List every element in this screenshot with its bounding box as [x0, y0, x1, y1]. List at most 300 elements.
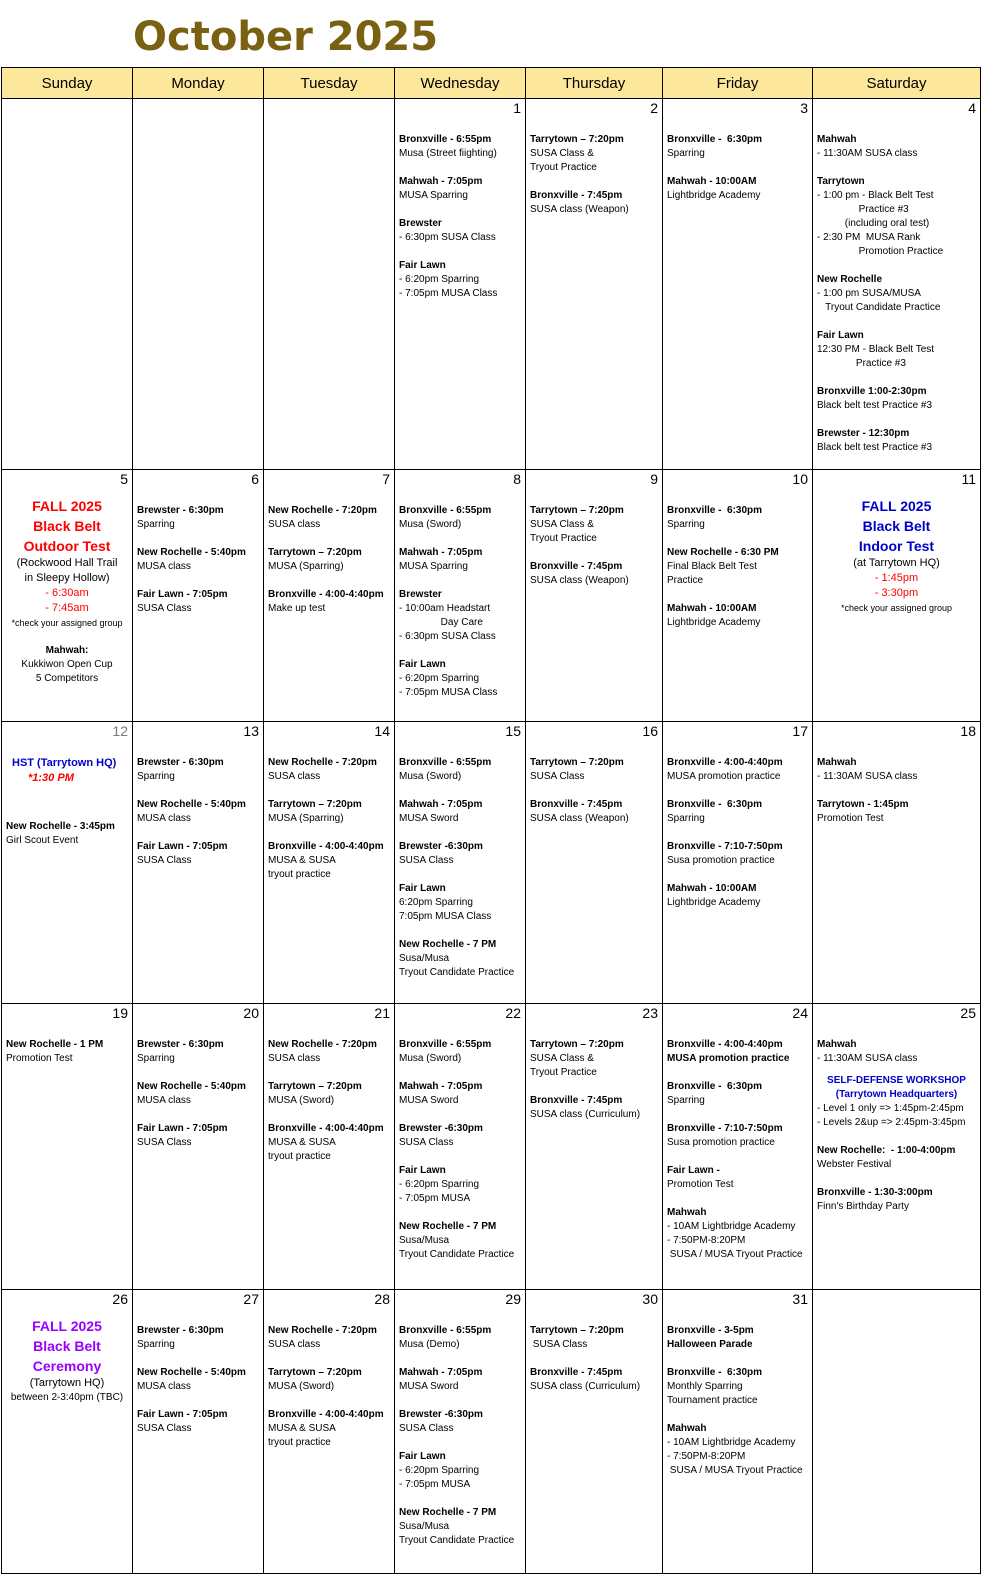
event-line: Sparring: [667, 813, 705, 824]
day-cell-content: [813, 470, 980, 615]
event-entry: [530, 798, 658, 826]
day-number: 2: [650, 100, 658, 116]
event-line: Fair Lawn: [817, 330, 864, 341]
day-number: 3: [800, 100, 808, 116]
event-entry: [667, 133, 808, 161]
event-list: [264, 1024, 394, 1164]
event-entry: [667, 1366, 808, 1408]
event-line: Fair Lawn: [399, 260, 446, 271]
day-cell-content: [526, 470, 662, 588]
weekday-header-tuesday: Tuesday: [264, 68, 395, 99]
event-list: [395, 1024, 525, 1262]
event-line: MUSA promotion practice: [667, 1053, 790, 1064]
event-line: Bronxville - 4:00-4:40pm: [667, 1039, 783, 1050]
weekday-header-thursday: Thursday: [526, 68, 663, 99]
event-line: - 6:30pm SUSA Class: [399, 232, 496, 243]
event-entry: [399, 1122, 521, 1150]
event-line: - 6:20pm Sparring: [399, 274, 480, 285]
event-line: Promotion Test: [6, 1053, 73, 1064]
day-cell-content: [395, 1004, 525, 1262]
event-line: MUSA (Sword): [268, 1381, 335, 1392]
event-line: - 2:30 PM MUSA Rank: [817, 232, 921, 243]
day-cell: [2, 470, 133, 722]
event-line: SUSA Class &: [530, 519, 594, 530]
day-cell: [264, 470, 395, 722]
event-list: [813, 1024, 980, 1214]
event-line: SUSA class (Weapon): [530, 813, 629, 824]
day-cell: [813, 722, 981, 1004]
event-line: Fair Lawn - 7:05pm: [137, 1123, 228, 1134]
event-entry: [268, 588, 390, 616]
event-entry: [667, 756, 808, 784]
event-entry: [399, 175, 521, 203]
event-entry: [399, 259, 521, 301]
event-line: Susa/Musa: [399, 953, 450, 964]
day-cell-content: [395, 99, 525, 301]
day-number: 5: [120, 471, 128, 487]
event-line: Promotion Test: [667, 1179, 734, 1190]
event-line: Tarrytown – 7:20pm: [530, 1039, 624, 1050]
event-line: MUSA Sparring: [399, 561, 468, 572]
event-list: [663, 490, 812, 630]
day-number: 30: [642, 1291, 658, 1307]
day-cell: [813, 470, 981, 722]
special-event-title: FALL 2025: [861, 498, 932, 514]
event-line: - 6:30pm SUSA Class: [399, 631, 496, 642]
event-line: Final Black Belt Test: [667, 561, 757, 572]
event-line: Practice #3: [817, 358, 906, 369]
event-list: [663, 742, 812, 910]
day-number: 1: [513, 100, 521, 116]
event-entry: [137, 1324, 259, 1352]
event-list: [264, 1310, 394, 1450]
event-entry: [268, 1080, 390, 1108]
day-cell: [2, 1004, 133, 1290]
event-line: Tarrytown – 7:20pm: [268, 1081, 362, 1092]
event-line: Brewster -6:30pm: [399, 1409, 483, 1420]
day-cell-content: [395, 470, 525, 700]
event-line: MUSA & SUSA: [268, 1137, 336, 1148]
event-entry: [667, 1324, 808, 1352]
event-entry: [137, 1366, 259, 1394]
event-entry: [399, 546, 521, 574]
day-cell-content: [264, 470, 394, 616]
event-line: Tryout Candidate Practice: [399, 1249, 515, 1260]
event-line: tryout practice: [268, 869, 331, 880]
special-event-note: *check your assigned group: [11, 618, 123, 628]
day-cell-content: [663, 722, 812, 910]
workshop-session: - Level 1 only => 1:45pm-2:45pm: [817, 1103, 964, 1114]
event-entry: [137, 504, 259, 532]
event-entry: [137, 1408, 259, 1436]
day-number: 28: [374, 1291, 390, 1307]
day-cell-content: [264, 1004, 394, 1164]
day-cell-content: [526, 1004, 662, 1122]
day-cell-content: [526, 1290, 662, 1394]
day-number: 18: [960, 723, 976, 739]
event-line: - 7:05pm MUSA: [399, 1193, 471, 1204]
event-entry: [667, 1206, 808, 1262]
day-number: 12: [112, 723, 128, 739]
event-line: Bronxville - 7:45pm: [530, 1095, 623, 1106]
event-entry: [399, 798, 521, 826]
event-entry: [137, 1038, 259, 1066]
event-entry: [6, 820, 128, 848]
event-line: New Rochelle - 5:40pm: [137, 1081, 246, 1092]
day-number: 9: [650, 471, 658, 487]
day-cell-content: [813, 1290, 980, 1310]
day-cell-content: [526, 722, 662, 826]
day-cell-content: [264, 722, 394, 882]
event-entry: [137, 1122, 259, 1150]
day-number: 4: [968, 100, 976, 116]
event-entry: [399, 1220, 521, 1262]
day-number: 26: [112, 1291, 128, 1307]
day-cell: [663, 1290, 813, 1574]
event-line: Tarrytown – 7:20pm: [530, 757, 624, 768]
day-cell-content: [813, 722, 980, 826]
event-line: New Rochelle - 7:20pm: [268, 1325, 377, 1336]
day-cell-content: [2, 1004, 132, 1066]
day-cell: [526, 470, 663, 722]
week-row: [2, 470, 981, 722]
event-line: Musa (Sword): [399, 519, 462, 530]
event-entry: [817, 1186, 976, 1214]
event-entry: [399, 1506, 521, 1548]
event-entry: [530, 560, 658, 588]
event-line: Bronxville - 3-5pm: [667, 1325, 754, 1336]
event-entry: [268, 1122, 390, 1164]
day-number: [813, 1290, 980, 1310]
day-cell: [395, 99, 526, 470]
event-entry: [137, 588, 259, 616]
event-line: New Rochelle - 5:40pm: [137, 1367, 246, 1378]
event-line: Bronxville - 4:00-4:40pm: [268, 1123, 384, 1134]
event-line: Musa (Sword): [399, 771, 462, 782]
event-line: SUSA class (Weapon): [530, 204, 629, 215]
day-cell-content: [2, 1290, 132, 1405]
event-line: SUSA Class: [137, 1137, 192, 1148]
day-cell: [663, 99, 813, 470]
event-entry: [530, 1038, 658, 1080]
day-cell: [395, 1004, 526, 1290]
event-line: Bronxville - 4:00-4:40pm: [268, 841, 384, 852]
event-line: 7:05pm MUSA Class: [399, 911, 492, 922]
event-entry: [399, 840, 521, 868]
event-entry: [399, 1080, 521, 1108]
event-entry: [530, 504, 658, 546]
special-event-title: FALL 2025: [32, 1318, 102, 1334]
event-line: Tarrytown - 1:45pm: [817, 799, 909, 810]
special-event-time: - 6:30am: [45, 587, 89, 599]
event-line: Promotion Practice: [817, 246, 944, 257]
event-entry: [399, 1324, 521, 1352]
day-number: 16: [642, 723, 658, 739]
event-line: Brewster - 12:30pm: [817, 428, 910, 439]
event-line: Tarrytown: [817, 176, 865, 187]
event-line: MUSA & SUSA: [268, 855, 336, 866]
event-line: - 1:00 pm - Black Belt Test: [817, 190, 934, 201]
day-cell: [395, 1290, 526, 1574]
day-number: 13: [243, 723, 259, 739]
event-line: Fair Lawn: [399, 1451, 446, 1462]
special-event-location: (Tarrytown HQ): [29, 1377, 105, 1389]
event-line: 6:20pm Sparring: [399, 897, 473, 908]
day-cell-content: [395, 722, 525, 980]
special-event-extra: 5 Competitors: [35, 673, 99, 684]
event-line: Black belt test Practice #3: [817, 442, 933, 453]
event-line: - 7:50PM-8:20PM: [667, 1451, 746, 1462]
event-line: Bronxville - 4:00-4:40pm: [268, 589, 384, 600]
day-cell-content: [2, 99, 132, 119]
event-line: Bronxville - 7:45pm: [530, 1367, 623, 1378]
event-line: Brewster: [399, 589, 442, 600]
event-entry: [399, 882, 521, 924]
special-event-location: in Sleepy Hollow): [24, 572, 110, 584]
special-event: [2, 1316, 132, 1405]
event-entry: [817, 273, 976, 315]
event-entry: [137, 1080, 259, 1108]
event-entry: [268, 756, 390, 784]
event-line: New Rochelle: [817, 274, 883, 285]
day-number: [2, 99, 132, 119]
day-cell: [264, 99, 395, 470]
event-line: Bronxville - 6:55pm: [399, 505, 492, 516]
event-line: New Rochelle - 7 PM: [399, 1507, 497, 1518]
event-line: Brewster - 6:30pm: [137, 505, 224, 516]
event-entry: [399, 756, 521, 784]
day-number: 6: [251, 471, 259, 487]
day-number: 10: [792, 471, 808, 487]
event-line: Tarrytown – 7:20pm: [268, 547, 362, 558]
event-entry: [530, 1324, 658, 1352]
event-line: - 11:30AM SUSA class: [817, 148, 918, 159]
week-row: [2, 1004, 981, 1290]
day-number: 15: [505, 723, 521, 739]
event-line: Bronxville - 7:10-7:50pm: [667, 841, 783, 852]
day-cell-content: [663, 1290, 812, 1478]
day-number: 7: [382, 471, 390, 487]
event-line: SUSA class: [268, 1339, 321, 1350]
event-line: Black belt test Practice #3: [817, 400, 933, 411]
event-line: Mahwah: [817, 134, 857, 145]
event-line: Fair Lawn - 7:05pm: [137, 841, 228, 852]
event-line: Make up test: [268, 603, 326, 614]
event-entry: [137, 840, 259, 868]
day-cell: [395, 470, 526, 722]
event-list: [663, 119, 812, 203]
special-event-extra: Kukkiwon Open Cup: [21, 659, 113, 670]
event-line: SUSA class: [268, 1053, 321, 1064]
event-entry: [268, 840, 390, 882]
event-line: MUSA Sword: [399, 1381, 459, 1392]
event-list: [395, 490, 525, 700]
page-title: October 2025: [133, 14, 439, 60]
day-number: 11: [961, 471, 976, 487]
day-cell: [395, 722, 526, 1004]
event-list: [2, 786, 132, 848]
event-line: Musa (Sword): [399, 1053, 462, 1064]
event-line: Brewster -6:30pm: [399, 841, 483, 852]
event-line: MUSA (Sparring): [268, 561, 344, 572]
event-line: New Rochelle - 7:20pm: [268, 1039, 377, 1050]
event-line: Susa/Musa: [399, 1235, 450, 1246]
day-cell: [663, 470, 813, 722]
special-event-title: Indoor Test: [858, 538, 935, 554]
event-line: Fair Lawn: [399, 659, 446, 670]
event-line: Bronxville - 7:45pm: [530, 561, 623, 572]
event-entry: [667, 504, 808, 532]
event-line: Susa promotion practice: [667, 1137, 775, 1148]
event-line: MUSA Sword: [399, 1095, 459, 1106]
special-event-title: Black Belt: [33, 518, 101, 534]
event-entry: [817, 133, 976, 161]
day-cell-content: [813, 1004, 980, 1214]
event-line: tryout practice: [268, 1151, 331, 1162]
day-cell: [663, 722, 813, 1004]
event-line: MUSA Sword: [399, 813, 459, 824]
event-line: Mahwah: [817, 757, 857, 768]
day-cell: [133, 470, 264, 722]
event-line: Sparring: [137, 771, 175, 782]
event-line: Bronxville - 6:55pm: [399, 1325, 492, 1336]
event-line: Halloween Parade: [667, 1339, 753, 1350]
day-cell: [133, 1004, 264, 1290]
day-number: 22: [505, 1005, 521, 1021]
event-line: Brewster - 6:30pm: [137, 757, 224, 768]
event-line: New Rochelle: - 1:00-4:00pm: [817, 1145, 956, 1156]
event-line: Mahwah - 10:00AM: [667, 603, 757, 614]
event-entry: [817, 427, 976, 455]
special-event-title: Black Belt: [862, 518, 931, 534]
event-line: Tryout Candidate Practice: [399, 1535, 515, 1546]
event-entry: [667, 602, 808, 630]
event-line: - 10AM Lightbridge Academy: [667, 1221, 796, 1232]
event-line: Mahwah - 7:05pm: [399, 1367, 483, 1378]
day-number: 24: [792, 1005, 808, 1021]
event-line: New Rochelle - 7 PM: [399, 1221, 497, 1232]
event-line: - 7:50PM-8:20PM: [667, 1235, 746, 1246]
day-cell-content: [133, 470, 263, 616]
event-line: MUSA promotion practice: [667, 771, 781, 782]
weekday-header-wednesday: Wednesday: [395, 68, 526, 99]
day-cell: [813, 1290, 981, 1574]
event-line: Tarrytown – 7:20pm: [530, 134, 624, 145]
event-line: Bronxville - 7:10-7:50pm: [667, 1123, 783, 1134]
day-cell-content: [264, 99, 394, 119]
day-cell: [133, 722, 264, 1004]
event-line: 12:30 PM - Black Belt Test: [817, 344, 935, 355]
event-line: SUSA Class: [530, 771, 585, 782]
event-entry: [268, 1038, 390, 1066]
event-line: Lightbridge Academy: [667, 617, 761, 628]
calendar-grid: [1, 67, 981, 1574]
special-event-location: (Rockwood Hall Trail: [16, 557, 118, 569]
event-line: New Rochelle - 7:20pm: [268, 505, 377, 516]
weekday-header-row: [2, 68, 981, 99]
day-cell-content: [813, 99, 980, 455]
event-line: Practice #3: [817, 204, 909, 215]
event-entry: [817, 329, 976, 371]
special-event-note: *check your assigned group: [840, 603, 953, 613]
event-entry: [399, 588, 521, 644]
day-number: 31: [792, 1291, 808, 1307]
workshop-event: [817, 1074, 976, 1130]
event-line: Fair Lawn: [399, 883, 446, 894]
event-line: Fair Lawn: [399, 1165, 446, 1176]
event-line: Mahwah - 7:05pm: [399, 176, 483, 187]
special-event-title: Ceremony: [32, 1358, 102, 1374]
event-line: MUSA class: [137, 813, 191, 824]
event-line: Mahwah - 7:05pm: [399, 547, 483, 558]
event-line: Bronxville 1:00-2:30pm: [817, 386, 927, 397]
event-line: Mahwah: [667, 1207, 707, 1218]
day-cell-content: [395, 1290, 525, 1548]
event-line: Sparring: [667, 1095, 705, 1106]
event-line: Mahwah: [667, 1423, 707, 1434]
event-line: Sparring: [137, 519, 175, 530]
event-line: Musa (Street fiighting): [399, 148, 497, 159]
day-number: 14: [374, 723, 390, 739]
event-list: [133, 1024, 263, 1150]
event-entry: [817, 798, 976, 826]
day-cell-content: [133, 722, 263, 868]
event-list: [2, 1024, 132, 1066]
event-entry: [817, 175, 976, 259]
event-line: Mahwah - 10:00AM: [667, 176, 757, 187]
event-line: Brewster: [399, 218, 442, 229]
event-line: Mahwah - 7:05pm: [399, 799, 483, 810]
event-list: [526, 742, 662, 826]
event-line: Tarrytown – 7:20pm: [268, 799, 362, 810]
week-row: [2, 722, 981, 1004]
event-line: Tryout Candidate Practice: [817, 302, 941, 313]
event-line: SUSA class (Curriculum): [530, 1109, 641, 1120]
event-line: Brewster - 6:30pm: [137, 1325, 224, 1336]
day-cell-content: [133, 1004, 263, 1150]
event-line: Tryout Practice: [530, 533, 597, 544]
event-line: - 6:20pm Sparring: [399, 673, 480, 684]
day-cell-content: [264, 1290, 394, 1450]
day-cell: [813, 1004, 981, 1290]
event-line: Musa (Demo): [399, 1339, 460, 1350]
special-event-title: Outdoor Test: [23, 538, 111, 554]
event-entry: [667, 1080, 808, 1108]
event-list: [395, 1310, 525, 1548]
event-line: - 10AM Lightbridge Academy: [667, 1437, 796, 1448]
day-cell: [526, 1004, 663, 1290]
event-list: [526, 1310, 662, 1394]
event-line: Tryout Practice: [530, 1067, 597, 1078]
special-event: [2, 496, 132, 686]
event-list: [133, 490, 263, 616]
day-cell-content: [133, 99, 263, 119]
hst-time: *1:30 PM: [28, 772, 74, 784]
event-line: MUSA (Sparring): [268, 813, 344, 824]
day-cell-content: [133, 1290, 263, 1436]
event-line: Bronxville - 7:45pm: [530, 190, 623, 201]
event-line: Bronxville - 6:30pm: [667, 505, 763, 516]
event-entry: [530, 1094, 658, 1122]
event-entry: [667, 882, 808, 910]
week-row: [2, 1290, 981, 1574]
event-list: [813, 119, 980, 455]
day-number: 8: [513, 471, 521, 487]
event-line: SUSA Class &: [530, 148, 594, 159]
event-entry: [399, 938, 521, 980]
day-number: 25: [960, 1005, 976, 1021]
day-cell-content: [663, 99, 812, 203]
